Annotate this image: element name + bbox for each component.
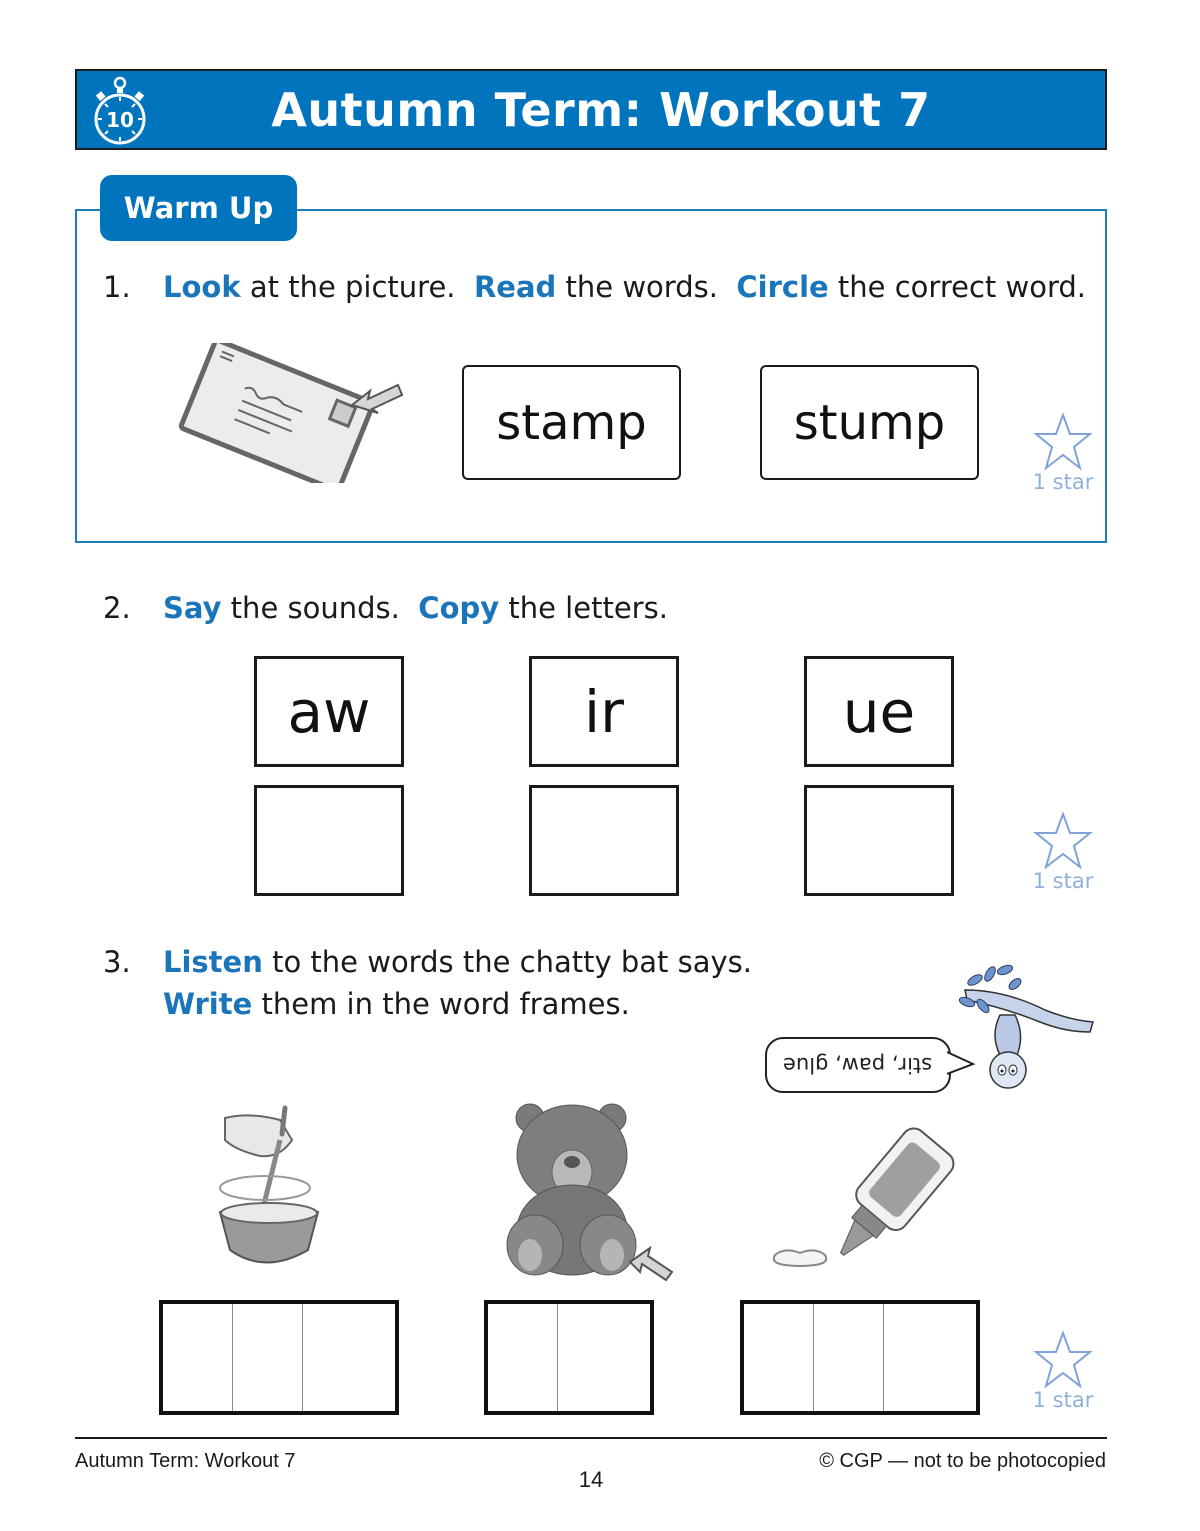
- letter-card-ir: ir: [529, 656, 679, 767]
- copy-box-aw[interactable]: [254, 785, 404, 896]
- star-icon: [1032, 811, 1094, 871]
- frame-cell[interactable]: [233, 1304, 303, 1411]
- word-frame-2[interactable]: [484, 1300, 654, 1415]
- frame-cell[interactable]: [303, 1304, 395, 1411]
- chatty-bat-picture: [955, 960, 1100, 1095]
- star-award-q2: 1 star: [1023, 811, 1103, 906]
- word-frame-3[interactable]: [740, 1300, 980, 1415]
- word-frame-1[interactable]: [159, 1300, 399, 1415]
- footer-section-title: Autumn Term: Workout 7: [75, 1450, 296, 1472]
- star-award-q1: 1 star: [1023, 412, 1103, 507]
- star-icon: [1032, 1330, 1094, 1390]
- star-award-q3: 1 star: [1023, 1330, 1103, 1425]
- bat-speech-bubble: [765, 1037, 951, 1093]
- question-1-instructions: 1. Look at the picture. Read the words. Circle the correct word.: [103, 266, 1086, 308]
- footer-divider: [75, 1437, 1107, 1439]
- glue-bottle-picture: [760, 1125, 960, 1275]
- question-3-instructions: 3. Listen to the words the chatty bat says. Write them in the word frames.: [103, 945, 752, 1021]
- footer-copyright: © CGP — not to be photocopied: [819, 1450, 1106, 1472]
- question-number: 1.: [103, 270, 131, 304]
- copy-box-ue[interactable]: [804, 785, 954, 896]
- frame-cell[interactable]: [488, 1304, 558, 1411]
- title-bar: [75, 69, 1107, 150]
- stirring-bowl-picture: [210, 1100, 350, 1275]
- letter-card-aw: aw: [254, 656, 404, 767]
- warm-up-tab: Warm Up: [100, 175, 297, 241]
- frame-cell[interactable]: [744, 1304, 814, 1411]
- bat-speech-text: stir, paw, glue: [783, 1053, 933, 1077]
- word-option-stamp[interactable]: stamp: [462, 365, 681, 480]
- copy-box-ir[interactable]: [529, 785, 679, 896]
- frame-cell[interactable]: [558, 1304, 650, 1411]
- stopwatch-icon: [91, 73, 149, 147]
- frame-cell[interactable]: [163, 1304, 233, 1411]
- page-title: Autumn Term: Workout 7: [271, 82, 931, 137]
- question-2-instructions: 2. Say the sounds. Copy the letters.: [103, 591, 668, 625]
- envelope-picture: [168, 343, 408, 483]
- page-number: 14: [578, 1467, 604, 1492]
- teddy-bear-picture: [500, 1100, 680, 1285]
- svg-text:10: 10: [106, 108, 134, 132]
- word-option-stump[interactable]: stump: [760, 365, 979, 480]
- frame-cell[interactable]: [884, 1304, 976, 1411]
- star-icon: [1032, 412, 1094, 472]
- frame-cell[interactable]: [814, 1304, 884, 1411]
- letter-card-ue: ue: [804, 656, 954, 767]
